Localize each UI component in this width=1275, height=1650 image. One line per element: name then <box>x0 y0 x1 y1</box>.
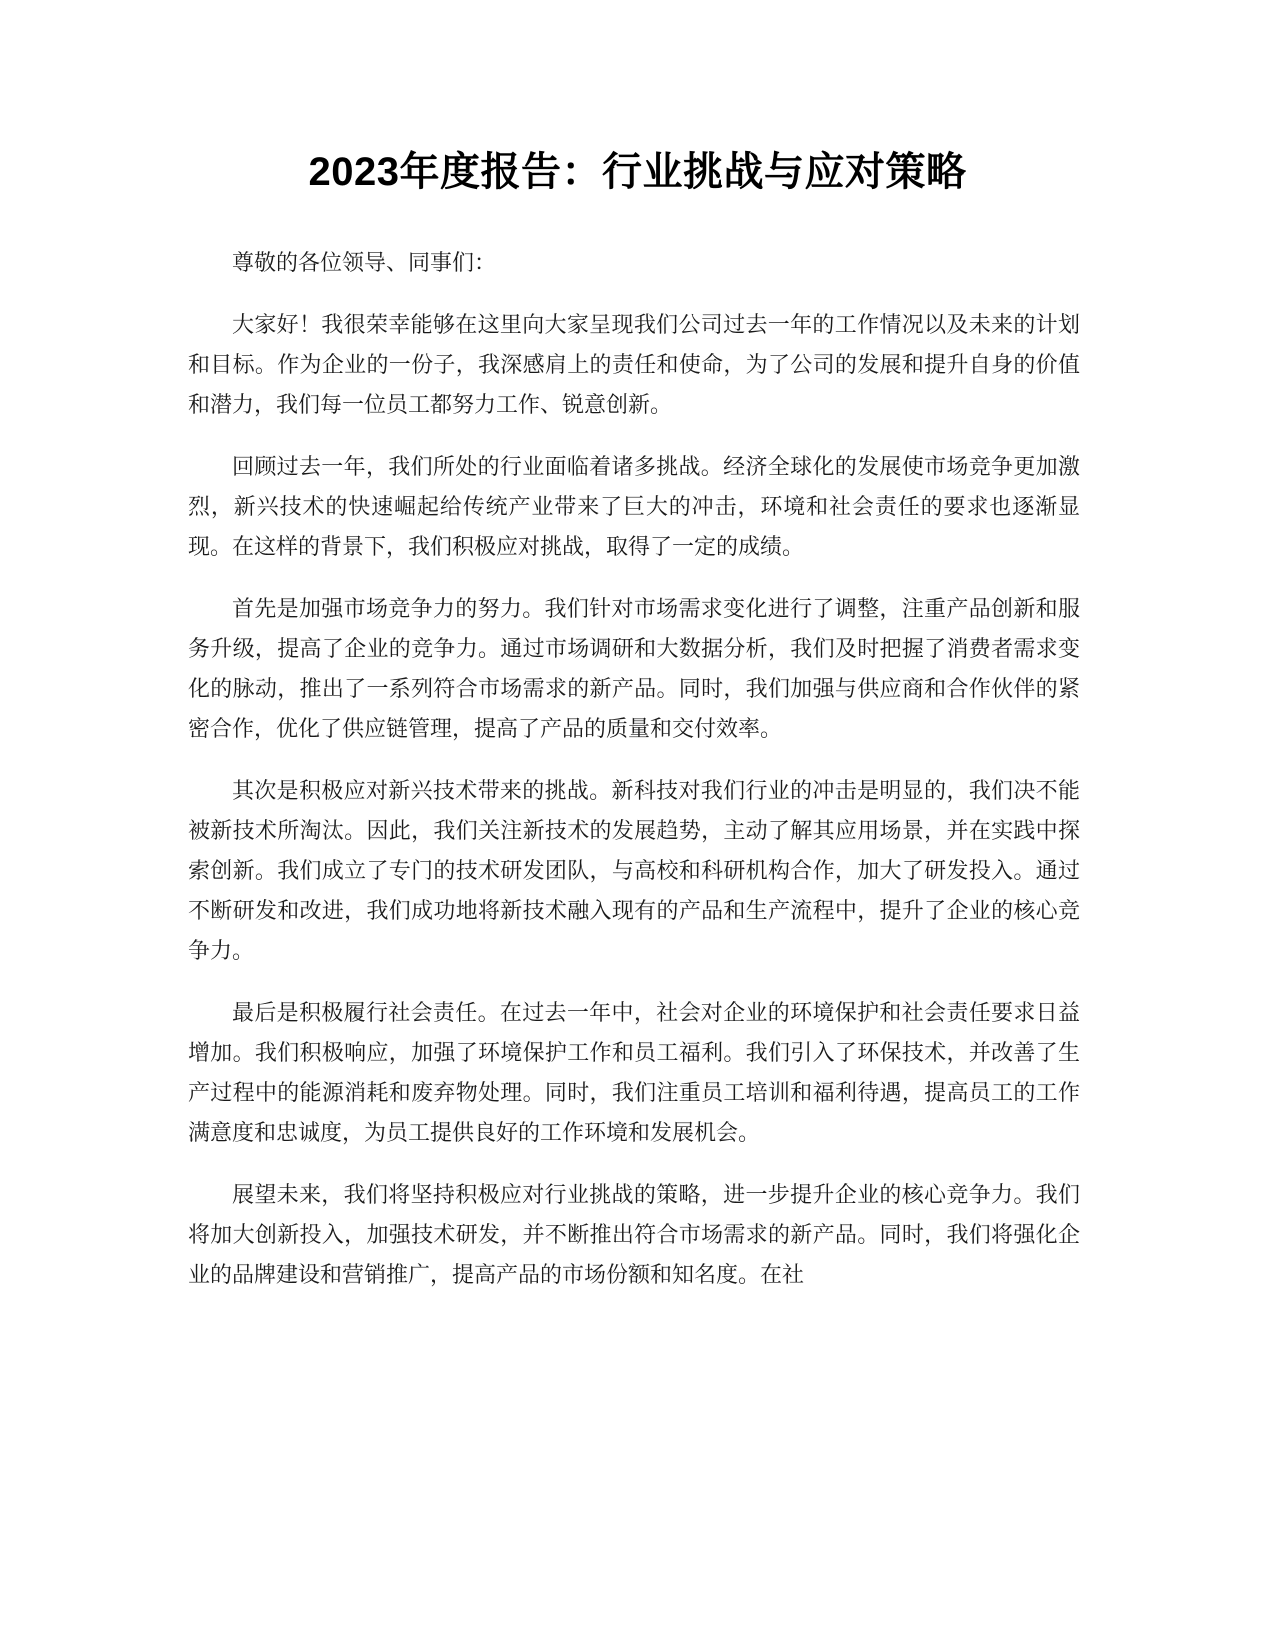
body-paragraph: 大家好！我很荣幸能够在这里向大家呈现我们公司过去一年的工作情况以及未来的计划和目标。作为企业的一份子，我深感肩上的责任和使命，为了公司的发展和提升自身的价值和潜力，我们每一位员工都努力工作、锐意创新。 <box>188 313 1080 418</box>
body-paragraph: 展望未来，我们将坚持积极应对行业挑战的策略，进一步提升企业的核心竞争力。我们将加大创新投入，加强技术研发，并不断推出符合市场需求的新产品。同时，我们将强化企业的品牌建设和营销推广，提高产品的市场份额和知名度。在社 <box>188 1183 1080 1288</box>
body-paragraph: 首先是加强市场竞争力的努力。我们针对市场需求变化进行了调整，注重产品创新和服务升级，提高了企业的竞争力。通过市场调研和大数据分析，我们及时把握了消费者需求变化的脉动，推出了一系列符合市场需求的新产品。同时，我们加强与供应商和合作伙伴的紧密合作，优化了供应链管理，提高了产品的质量和交付效率。 <box>188 597 1080 742</box>
body-paragraph: 其次是积极应对新兴技术带来的挑战。新科技对我们行业的冲击是明显的，我们决不能被新技术所淘汰。因此，我们关注新技术的发展趋势，主动了解其应用场景，并在实践中探索创新。我们成立了专门的技术研发团队，与高校和科研机构合作，加大了研发投入。通过不断研发和改进，我们成功地将新技术融入现有的产品和生产流程中，提升了企业的核心竞争力。 <box>188 779 1080 964</box>
body-paragraph: 回顾过去一年，我们所处的行业面临着诸多挑战。经济全球化的发展使市场竞争更加激烈，新兴技术的快速崛起给传统产业带来了巨大的冲击，环境和社会责任的要求也逐渐显现。在这样的背景下，我们积极应对挑战，取得了一定的成绩。 <box>188 455 1080 560</box>
body-paragraph: 最后是积极履行社会责任。在过去一年中，社会对企业的环境保护和社会责任要求日益增加。我们积极响应，加强了环境保护工作和员工福利。我们引入了环保技术，并改善了生产过程中的能源消耗和废弃物处理。同时，我们注重员工培训和福利待遇，提高员工的工作满意度和忠诚度，为员工提供良好的工作环境和发展机会。 <box>188 1001 1080 1146</box>
greeting-paragraph: 尊敬的各位领导、同事们： <box>232 251 497 276</box>
document-title: 2023年度报告：行业挑战与应对策略 <box>308 150 967 194</box>
document-body <box>188 244 1080 1318</box>
